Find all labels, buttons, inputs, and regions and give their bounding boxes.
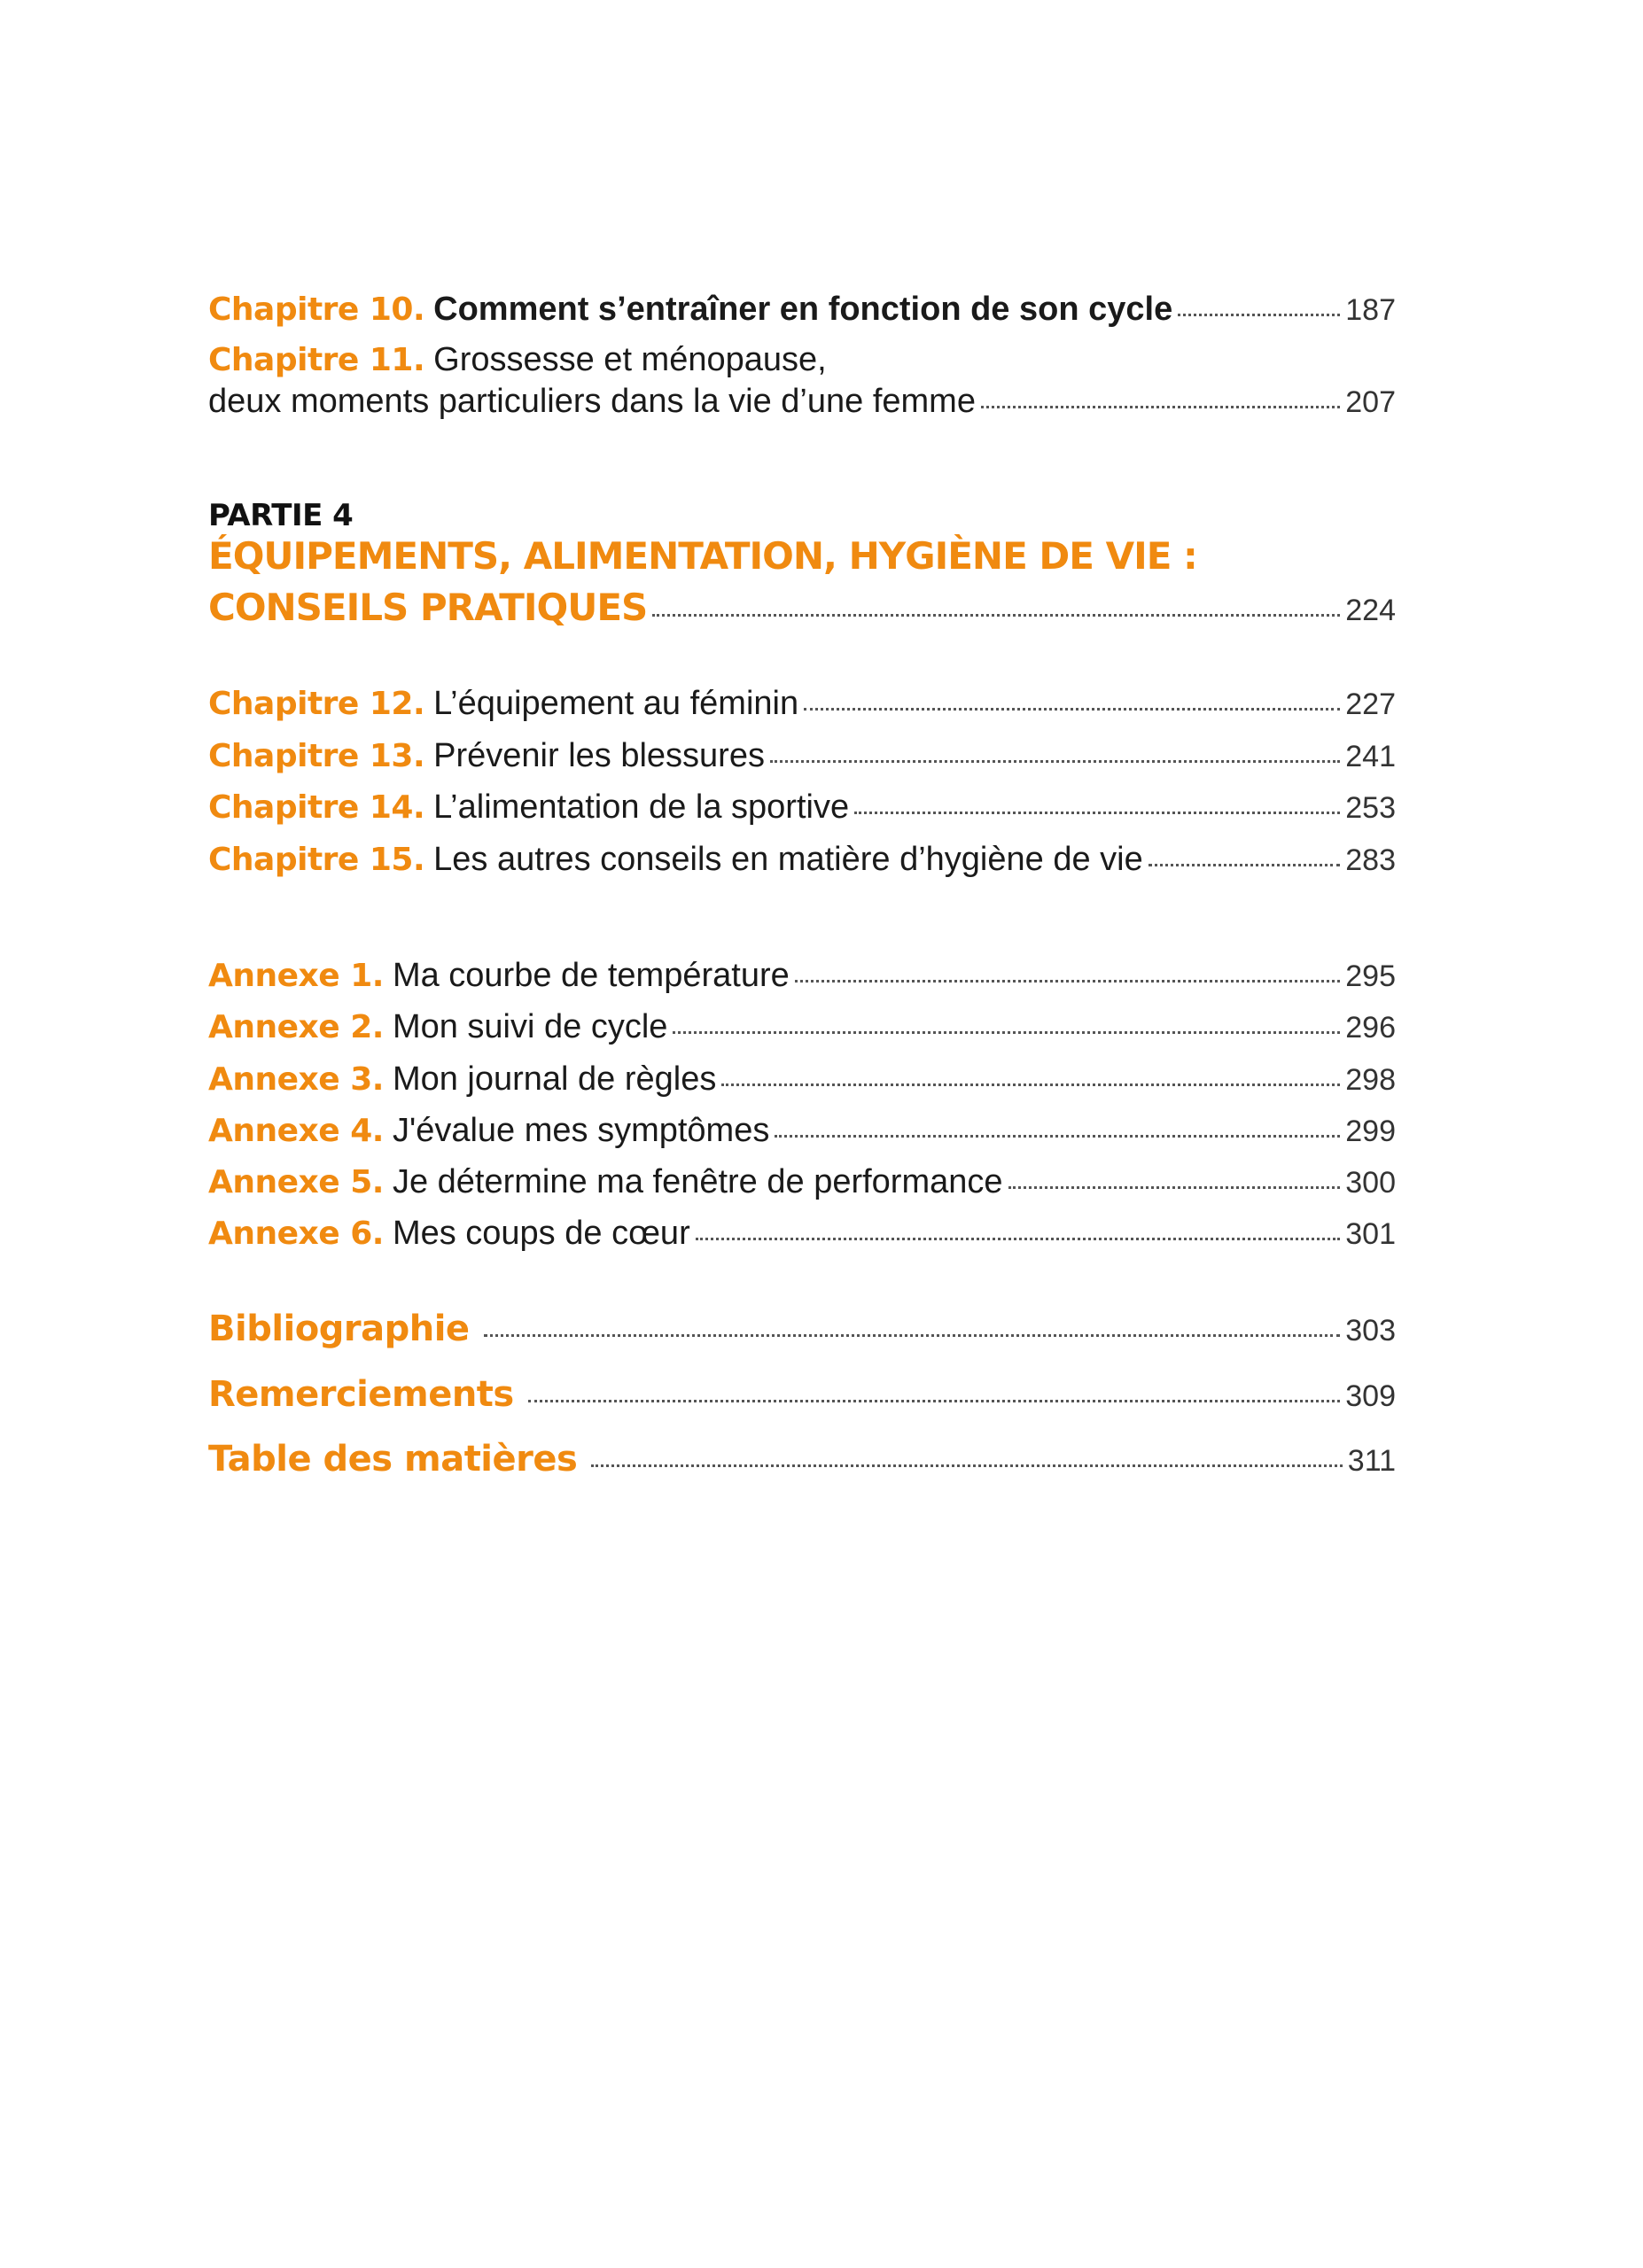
- chapter-title: Comment s’entraîner en fonction de son cycle: [433, 291, 1173, 328]
- dot-leader: [484, 1334, 1341, 1337]
- chapter-label: Chapitre 14.: [208, 789, 425, 826]
- toc-entry-remerciements[interactable]: [208, 1374, 1396, 1415]
- dot-leader: [804, 708, 1340, 711]
- toc-entry-partie-4[interactable]: [208, 586, 1396, 629]
- dot-leader: [795, 980, 1341, 983]
- chapter-title-line2: deux moments particuliers dans la vie d’une femme: [208, 383, 976, 420]
- dot-leader: [854, 812, 1340, 814]
- toc-entry-chapitre-14[interactable]: [208, 790, 1396, 824]
- page-number: 207: [1345, 385, 1396, 419]
- chapter-title: L’alimentation de la sportive: [433, 788, 850, 826]
- chapter-title-line1: Grossesse et ménopause,: [433, 341, 827, 378]
- toc-entry-chapitre-15[interactable]: [208, 843, 1396, 876]
- page-number: 241: [1345, 740, 1396, 773]
- dot-leader: [696, 1238, 1341, 1240]
- chapter-label: Chapitre 13.: [208, 738, 425, 774]
- annex-label: Annexe 5.: [208, 1164, 384, 1200]
- annex-label: Annexe 4.: [208, 1113, 384, 1149]
- dot-leader: [775, 1135, 1340, 1138]
- toc-entry-annexe-2[interactable]: [208, 1010, 1396, 1044]
- toc-entry-chapitre-11-cont[interactable]: [208, 384, 1396, 418]
- chapter-label: Chapitre 11.: [208, 342, 425, 378]
- dot-leader: [1178, 314, 1340, 316]
- annex-label: Annexe 3.: [208, 1061, 384, 1098]
- page-number: 295: [1345, 959, 1396, 993]
- section-label: Remerciements: [208, 1374, 514, 1415]
- chapter-label: Chapitre 10.: [208, 291, 425, 328]
- page-number: 309: [1345, 1379, 1396, 1413]
- toc-entry-bibliographie[interactable]: [208, 1311, 1396, 1347]
- dot-leader: [591, 1464, 1342, 1467]
- page-number: 301: [1345, 1217, 1396, 1251]
- part-label: PARTIE 4: [208, 498, 354, 533]
- dot-leader: [721, 1084, 1340, 1086]
- section-label: Bibliographie: [208, 1309, 470, 1349]
- annex-title: Je détermine ma fenêtre de performance: [392, 1163, 1003, 1200]
- chapter-title: L’équipement au féminin: [433, 685, 799, 722]
- annex-title: J'évalue mes symptômes: [392, 1112, 770, 1149]
- annex-label: Annexe 6.: [208, 1216, 384, 1252]
- toc-entry-table-des-matieres[interactable]: [208, 1439, 1396, 1480]
- annex-title: Mon journal de règles: [392, 1060, 717, 1098]
- chapter-label: Chapitre 15.: [208, 842, 425, 878]
- part-title-line2: CONSEILS PRATIQUES: [208, 586, 648, 629]
- chapter-label: Chapitre 12.: [208, 686, 425, 722]
- dot-leader: [528, 1400, 1341, 1402]
- toc-entry-chapitre-11[interactable]: [208, 343, 1396, 377]
- annex-label: Annexe 1.: [208, 958, 384, 994]
- dot-leader: [1008, 1186, 1341, 1189]
- page-number: 311: [1347, 1444, 1396, 1478]
- page-number: 224: [1345, 594, 1396, 627]
- chapter-title: Les autres conseils en matière d’hygiène de vie: [433, 841, 1143, 878]
- dot-leader: [1149, 864, 1341, 866]
- page-number: 283: [1345, 843, 1396, 877]
- page-number: 300: [1345, 1166, 1396, 1200]
- toc-entry-chapitre-13[interactable]: [208, 739, 1396, 773]
- dot-leader: [981, 406, 1340, 408]
- annex-title: Ma courbe de température: [392, 957, 790, 994]
- toc-entry-annexe-5[interactable]: [208, 1165, 1396, 1199]
- page-number: 253: [1345, 791, 1396, 825]
- page-number: 227: [1345, 687, 1396, 721]
- part-title-line1[interactable]: [208, 534, 1197, 578]
- section-label: Table des matières: [208, 1439, 578, 1480]
- annex-label: Annexe 2.: [208, 1009, 384, 1045]
- toc-entry-chapitre-10[interactable]: [208, 292, 1396, 326]
- annex-title: Mes coups de cœur: [392, 1215, 690, 1252]
- chapter-title: Prévenir les blessures: [433, 737, 765, 774]
- dot-leader: [652, 614, 1340, 617]
- annex-title: Mon suivi de cycle: [392, 1008, 668, 1045]
- dot-leader: [770, 760, 1340, 763]
- toc-entry-annexe-6[interactable]: [208, 1216, 1396, 1250]
- toc-entry-annexe-1[interactable]: [208, 959, 1396, 992]
- toc-entry-chapitre-12[interactable]: [208, 687, 1396, 720]
- page-number: 298: [1345, 1063, 1396, 1097]
- page-number: 299: [1345, 1115, 1396, 1148]
- toc-entry-annexe-4[interactable]: [208, 1114, 1396, 1147]
- page-number: 303: [1345, 1314, 1396, 1348]
- part-title: ÉQUIPEMENTS, ALIMENTATION, HYGIÈNE DE VIE :: [208, 534, 1197, 578]
- page-number: 296: [1345, 1011, 1396, 1045]
- dot-leader: [673, 1031, 1340, 1034]
- page-number: 187: [1345, 293, 1396, 327]
- toc-entry-annexe-3[interactable]: [208, 1062, 1396, 1096]
